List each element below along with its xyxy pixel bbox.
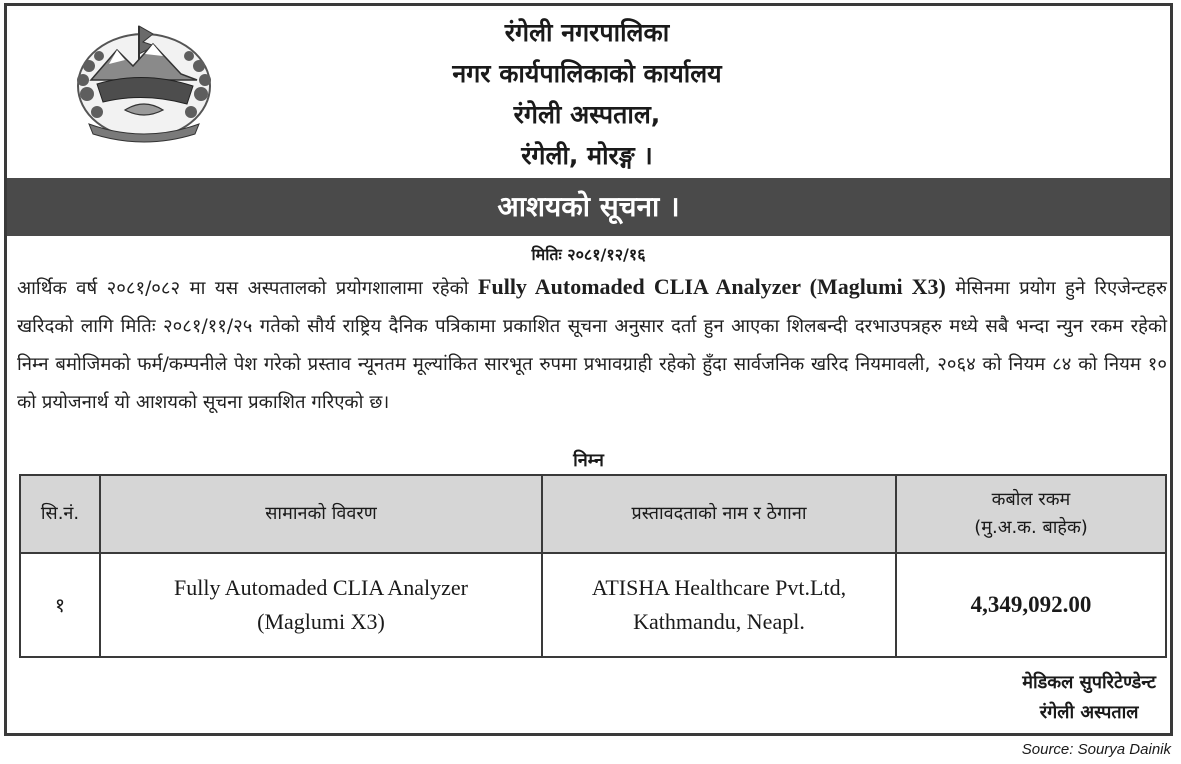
signatory-office: रंगेली अस्पताल <box>1039 702 1139 723</box>
office-name: नगर कार्यपालिकाको कार्यालय <box>452 59 722 88</box>
row-bidder <box>542 553 896 657</box>
table-header-row <box>20 475 1166 553</box>
header-amount-line2: (मु.अ.क. बाहेक) <box>974 517 1088 538</box>
signature-block <box>1022 668 1156 728</box>
notice-body <box>17 268 1167 422</box>
bid-table <box>19 474 1167 658</box>
body-text-part1: आर्थिक वर्ष २०८१/०८२ मा यस अस्पतालको प्रयोगशालामा रहेको <box>17 278 479 299</box>
row-description-line2: (Maglumi X3) <box>257 609 385 634</box>
notice-date: मितिः २०८१/१२/१६ <box>531 245 646 264</box>
row-bidder-line2: Kathmandu, Neapl. <box>633 609 805 634</box>
government-emblem-icon <box>69 20 219 148</box>
header-serial: सि.नं. <box>20 475 100 553</box>
row-amount: 4,349,092.00 <box>896 553 1166 657</box>
body-product-name: Fully Automaded CLIA Analyzer (Maglumi X3) <box>478 274 946 299</box>
municipality-name: रंगेली नगरपालिका <box>504 18 670 47</box>
signatory-title: मेडिकल सुपरिटेण्डेन्ट <box>1022 672 1156 693</box>
header-amount <box>896 475 1166 553</box>
office-address: रंगेली, मोरङ्ग । <box>521 141 653 170</box>
table-row <box>20 553 1166 657</box>
row-bidder-line1: ATISHA Healthcare Pvt.Ltd, <box>591 575 847 600</box>
row-description <box>100 553 542 657</box>
header-amount-line1: कबोल रकम <box>991 489 1071 510</box>
table-caption: निम्न <box>573 450 604 471</box>
source-credit: Source: Sourya Dainik <box>1021 741 1171 758</box>
row-description-line1: Fully Automaded CLIA Analyzer <box>174 575 468 600</box>
row-serial: १ <box>20 553 100 657</box>
header-description: सामानको विवरण <box>100 475 542 553</box>
notice-title: आशयको सूचना । <box>7 178 1170 236</box>
public-notice <box>4 3 1173 736</box>
office-header <box>307 12 867 176</box>
header-bidder: प्रस्तावदताको नाम र ठेगाना <box>542 475 896 553</box>
hospital-name: रंगेली अस्पताल, <box>513 100 661 129</box>
body-text-part2: मेसिनमा प्रयोग हुने रिएजेन्टहरु खरिदको लागि मितिः २०८१/११/२५ गतेको सौर्य राष्ट्रिय दैनिक पत्रिकामा प्रकाशित सूचना अनुसार दर्ता हुन आएका शिलबन्दी दरभाउपत्रहरु मध्ये सबै भन्दा न्युन रकम रहेको निम्न बमोजिमको फर्म/कम्पनीले पेश गरेको प्रस्ताव न्यूनतम मूल्यांकित सारभूत रुपमा प्रभावग्राही रहेको हुँदा सार्वजनिक खरिद नियमावली, २०६४ को नियम ८४ को नियम १० को प्रयोजनार्थ यो आशयको सूचना प्रकाशित गरिएको छ। <box>17 278 1167 413</box>
